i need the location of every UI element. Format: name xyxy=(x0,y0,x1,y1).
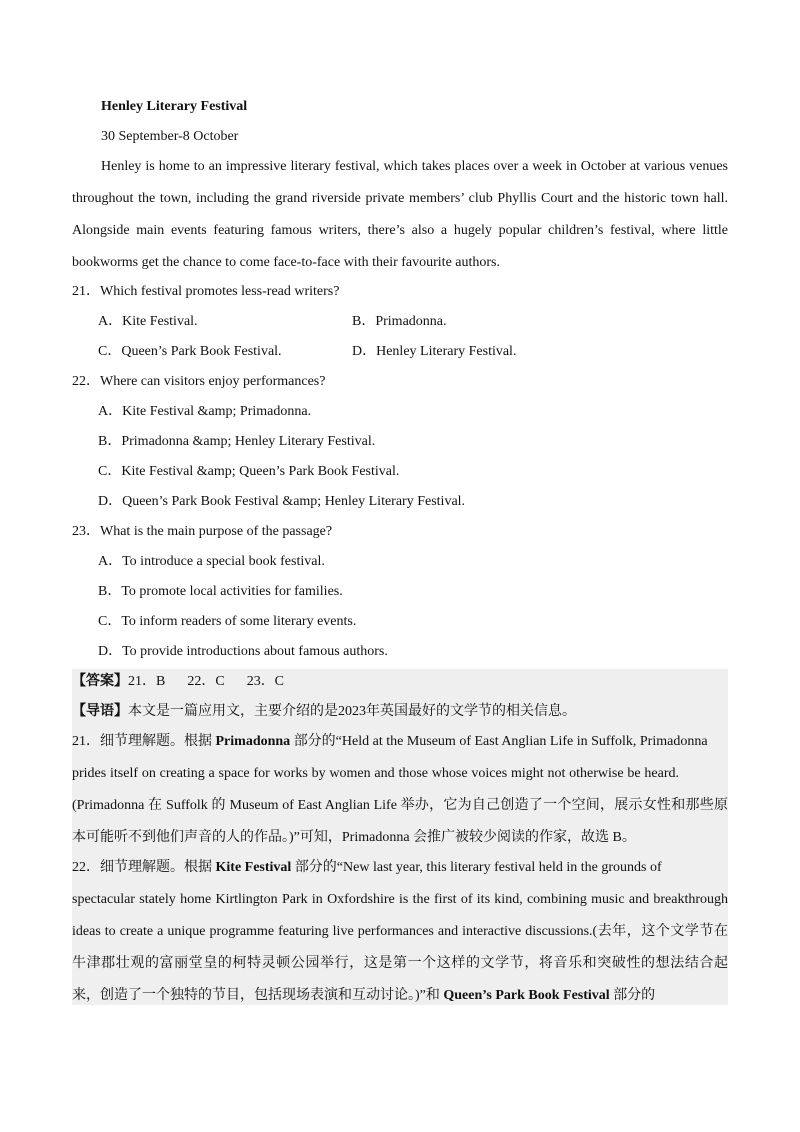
question-23-option-c: C．To inform readers of some literary events. xyxy=(98,614,357,629)
answer-21: 21．B xyxy=(128,674,166,689)
explain-22-pre: 22．细节理解题。根据 xyxy=(72,860,216,875)
answer-label: 【答案】 xyxy=(72,674,128,689)
explain-22-post: 部分的“New last year, this literary festival held in the grounds of xyxy=(291,860,662,875)
explain-22-keyword: Kite Festival xyxy=(215,860,292,875)
question-22-option-a: A．Kite Festival &amp; Primadonna. xyxy=(98,404,312,419)
passage-line-4: bookworms get the chance to come face-to-face with their favourite authors. xyxy=(72,255,500,270)
question-23-stem: 23．What is the main purpose of the passage? xyxy=(72,524,333,539)
question-23-option-d: D．To provide introductions about famous authors. xyxy=(98,644,388,659)
explain-22-line-2: spectacular stately home Kirtlington Park in Oxfordshire is the first of its kind, combining music and breakthrough xyxy=(72,892,728,907)
explain-22-line-5-post: 部分的 xyxy=(609,988,656,1003)
explain-21-post: 部分的“Held at the Museum of East Anglian Life in Suffolk, Primadonna xyxy=(290,734,708,749)
guide-label: 【导语】 xyxy=(72,704,128,719)
question-22-stem: 22．Where can visitors enjoy performances? xyxy=(72,374,326,389)
question-21-option-d: D．Henley Literary Festival. xyxy=(352,344,517,359)
question-22-option-b: B．Primadonna &amp; Henley Literary Festival. xyxy=(98,434,376,449)
answer-23: 23．C xyxy=(246,674,285,689)
passage-line-3: Alongside main events featuring famous writers, there’s also a hugely popular children’s festival, where little xyxy=(72,223,728,238)
explain-22-line-3: ideas to create a unique programme featuring live performances and interactive discussions.(去年，这个文学节在 xyxy=(72,924,728,939)
explain-21-pre: 21．细节理解题。根据 xyxy=(72,734,216,749)
guide-line xyxy=(72,703,576,721)
question-21-option-c: C．Queen’s Park Book Festival. xyxy=(98,344,282,359)
explain-21-keyword: Primadonna xyxy=(215,734,291,749)
passage-date: 30 September-8 October xyxy=(101,129,239,144)
passage-line-1: Henley is home to an impressive literary festival, which takes places over a week in October at various venues xyxy=(101,159,728,174)
passage-line-2: throughout the town, including the grand riverside private members’ club Phyllis Court and the historic town hall. xyxy=(72,191,728,206)
explain-22-line-1 xyxy=(72,859,662,877)
answer-key xyxy=(72,673,284,691)
explain-21-line-1 xyxy=(72,733,708,751)
question-21-option-a: A．Kite Festival. xyxy=(98,314,198,329)
explain-21-line-2: prides itself on creating a space for works by women and those whose voices might not otherwise be heard. xyxy=(72,766,679,781)
question-23-option-b: B．To promote local activities for families. xyxy=(98,584,343,599)
question-23-option-a: A．To introduce a special book festival. xyxy=(98,554,325,569)
explain-22-line-5-pre: 来，创造了一个独特的节目，包括现场表演和互动讨论。)”和 xyxy=(72,988,444,1003)
explain-22-line-5-keyword: Queen’s Park Book Festival xyxy=(443,988,610,1003)
explain-22-line-5 xyxy=(72,987,655,1005)
answer-22: 22．C xyxy=(187,674,225,689)
question-22-option-c: C．Kite Festival &amp; Queen’s Park Book Festival. xyxy=(98,464,400,479)
explain-21-line-3: (Primadonna 在 Suffolk 的 Museum of East Anglian Life 举办，它为自己创造了一个空间，展示女性和那些原 xyxy=(72,798,728,813)
question-21-stem: 21．Which festival promotes less-read writers? xyxy=(72,284,340,299)
explain-22-line-4: 牛津郡壮观的富丽堂皇的柯特灵顿公园举行，这是第一个这样的文学节，将音乐和突破性的想法结合起 xyxy=(72,956,728,971)
passage-title: Henley Literary Festival xyxy=(101,99,248,114)
explain-21-line-4: 本可能听不到他们声音的人的作品。)”可知，Primadonna 会推广被较少阅读的作家，故选 B。 xyxy=(72,830,636,845)
question-21-option-b: B．Primadonna. xyxy=(352,314,447,329)
question-22-option-d: D．Queen’s Park Book Festival &amp; Henley Literary Festival. xyxy=(98,494,466,509)
guide-text: 本文是一篇应用文，主要介绍的是2023年英国最好的文学节的相关信息。 xyxy=(128,704,576,719)
